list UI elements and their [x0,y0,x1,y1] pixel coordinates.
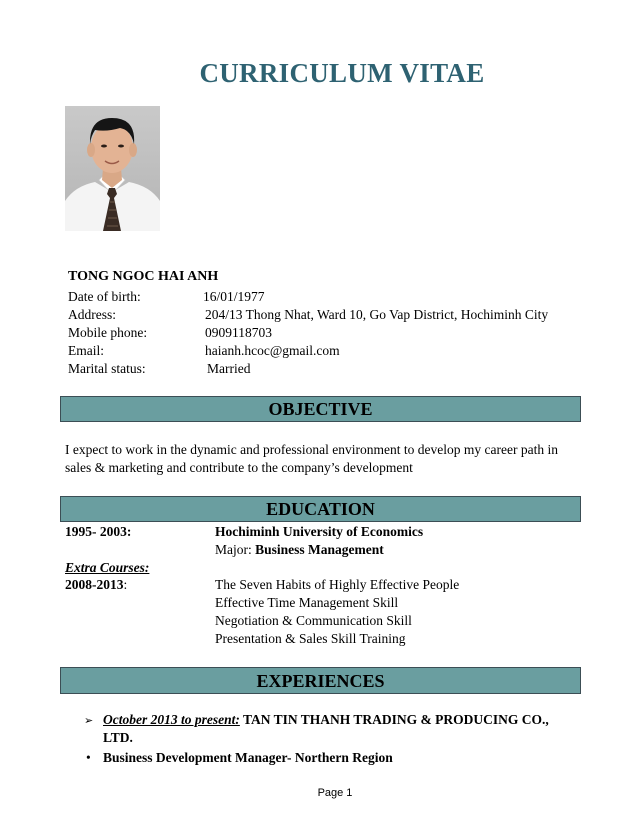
email-label: Email: [68,343,104,358]
dot-bullet-icon: • [86,750,91,765]
experience-company-cont: LTD. [103,730,133,745]
objective-text [65,441,575,477]
dob-label: Date of birth: [68,289,141,304]
marital-value: Married [207,361,251,376]
extra-courses-period [65,576,127,594]
education-heading: EDUCATION [60,496,581,522]
objective-line-2: sales & marketing and contribute to the company’s development [65,460,413,475]
dob-value: 16/01/1977 [203,289,265,304]
education-school: Hochiminh University of Economics [215,524,424,539]
course-item: Negotiation & Communication Skill [215,613,412,628]
phone-value: 0909118703 [205,325,272,340]
course-item: Effective Time Management Skill [215,595,399,610]
education-major [215,541,384,559]
phone-label: Mobile phone: [68,325,148,340]
email-value: haianh.hcoc@gmail.com [205,343,340,358]
extra-period-value: 2008-2013 [65,577,124,592]
objective-line-1: I expect to work in the dynamic and professional environment to develop my career path in [65,442,558,457]
experience-period: October 2013 to present: [103,712,240,727]
major-value: Business Management [255,542,384,557]
extra-courses-label: Extra Courses: [65,560,150,575]
experience-company: TAN TIN THANH TRADING & PRODUCING CO., [239,712,549,727]
marital-label: Marital status: [68,361,146,376]
course-item: The Seven Habits of Highly Effective People [215,577,460,592]
experience-entry [103,711,549,729]
extra-period-colon: : [123,577,128,592]
address-value: 204/13 Thong Nhat, Ward 10, Go Vap District, Hochiminh City [205,307,549,322]
objective-heading: OBJECTIVE [60,396,581,422]
address-label: Address: [68,307,116,322]
page-title: CURRICULUM VITAE [199,58,485,88]
page-number: Page 1 [317,787,353,799]
major-label: Major: [215,542,256,557]
arrow-bullet-icon: ➢ [84,715,94,727]
profile-photo [65,106,160,231]
experience-role: Business Development Manager- Northern Region [103,750,393,765]
candidate-name: TONG NGOC HAI ANH [68,269,219,284]
course-item: Presentation & Sales Skill Training [215,631,406,646]
education-period: 1995- 2003: [65,524,132,539]
experiences-heading: EXPERIENCES [60,667,581,694]
